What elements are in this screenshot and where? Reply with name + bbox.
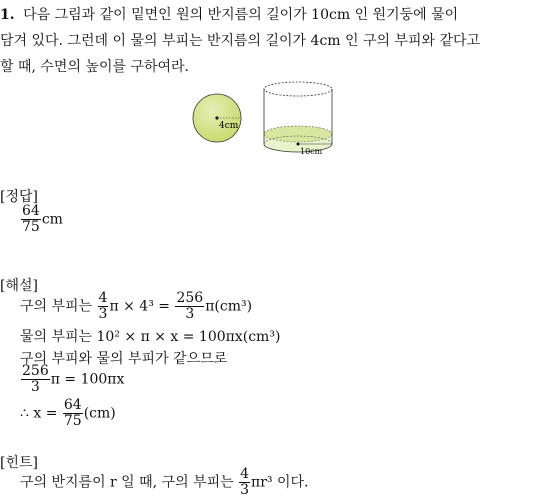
solution-line-3: 구의 부피와 물의 부피가 같으므로	[20, 351, 228, 367]
problem-line-2: 담겨 있다. 그런데 이 물의 부피는 반지름의 길이가 4cm 인 구의 부피와 같다고	[0, 33, 481, 49]
problem-line-1: 1. 다음 그림과 같이 밑면인 원의 반지름의 길이가 10cm 인 원기둥에 물이	[0, 7, 459, 23]
solution-fraction-256-3: $\frac{256}{3}$	[176, 290, 204, 322]
solution-label: [해설]	[0, 278, 38, 294]
water-surface	[264, 126, 332, 142]
solution-fraction-64-75: $\frac{64}{75}$	[63, 397, 82, 429]
sphere	[193, 94, 241, 142]
answer-fraction	[21, 204, 41, 235]
answer-value	[20, 204, 63, 235]
answer-label: [정답]	[0, 189, 38, 205]
solution-line-4: $\frac{256}{3}$ π = 100πx	[22, 363, 125, 395]
problem-number: 1.	[0, 7, 15, 23]
figure-svg	[188, 80, 348, 160]
hint-line: 구의 반지름이 r 일 때, 구의 부피는 $\frac{4}{3}$ πr³ 이다.	[20, 466, 309, 498]
answer-denominator: 75	[22, 219, 40, 235]
sphere-radius-label: 4cm	[219, 121, 239, 131]
problem-statement	[0, 2, 533, 80]
problem-line-3: 할 때, 수면의 높이를 구하여라.	[0, 59, 189, 75]
hint-fraction: $\frac{4}{3}$	[240, 466, 250, 498]
solution-line-2: 물의 부피는 10² × π × x = 100πx(cm³)	[20, 329, 281, 345]
solution-line-1: 구의 부피는 $\frac{4}{3}$ π × 4³ = $\frac{256}{3}$ π(cm³)	[20, 290, 253, 322]
solution-fraction-256-3b: $\frac{256}{3}$	[22, 363, 49, 395]
answer-unit: cm	[41, 211, 63, 228]
cylinder-radius-label: 10cm	[300, 147, 323, 156]
figure	[188, 80, 348, 160]
solution-line-5: ∴ x = $\frac{64}{75}$ (cm)	[20, 397, 116, 429]
solution-fraction-4-3: $\frac{4}{3}$	[98, 290, 108, 322]
cylinder-top	[264, 82, 332, 96]
hint-label: [힌트]	[0, 455, 38, 471]
answer-numerator: 64	[22, 203, 40, 219]
cylinder	[264, 82, 332, 156]
